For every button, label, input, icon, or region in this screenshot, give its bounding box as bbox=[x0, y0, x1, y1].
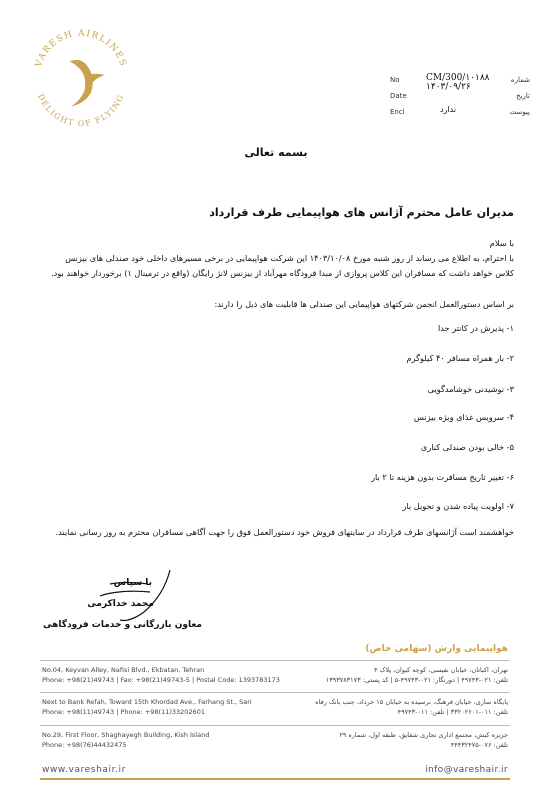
list-item: ۶- تغییر تاریخ مسافرت بدون هزینه تا ۲ بار bbox=[371, 472, 514, 482]
office-phone: Phone: +98(11)49743 | Phone: +98(11)33202601 bbox=[42, 708, 205, 716]
office-phone: تلفن: ۰۲۱-۴۹۷۴۳ | دورنگار: ۰۲۱-۴۹۷۴۳-۵ | کد پستی: ۱۳۹۳۷۸۳۱۷۳ bbox=[325, 676, 508, 684]
enclosure-value: ندارد bbox=[440, 105, 457, 114]
list-item: ۳- نوشیدنی خوشامدگویی bbox=[427, 384, 514, 394]
office-kish-en bbox=[42, 730, 282, 750]
closing-paragraph: خواهشمند است آژانسهای طرف قرارداد در سایتهای فروش خود دستورالعمل فوق را جهت آگاهی مسافران محترم به روز رسانی نمایند. bbox=[55, 527, 514, 537]
intro-line-2: کلاس خواهد داشت که مسافران این کلاس پروازی از مبدا فرودگاه مهرآباد از بیزنس لانژ رایگان (واقع در ترمینال ۱) برخوردار خواهند بود. bbox=[51, 268, 514, 278]
letter-title: مدیران عامل محترم آژانس های هواپیمایی طرف قرارداد bbox=[209, 206, 514, 219]
email-link[interactable]: info@vareshair.ir bbox=[425, 765, 508, 775]
office-address: تهران، اکباتان، خیابان نفیسی، کوچه کیوان، پلاک ۴ bbox=[374, 666, 508, 674]
bismillah-text: بسمه تعالی bbox=[244, 146, 308, 159]
logo-arc-bottom: DELIGHT OF FLYING bbox=[36, 92, 126, 129]
enclosure-label-en: Encl bbox=[390, 108, 405, 116]
office-address: جزیره کیش، مجتمع اداری تجاری شقایق، طبقه اول، شماره ۲۹ bbox=[339, 731, 508, 739]
varesh-logo bbox=[22, 18, 140, 136]
enclosure-label-fa: پیوست bbox=[509, 108, 530, 116]
office-phone: تلفن: ۰۷۶-۴۴۴۳۲۴۷۵ bbox=[450, 741, 508, 749]
office-address: پایگاه ساری، خیابان فرهنگ، نرسیده به خیابان ۱۵ خرداد، جنب بانک رفاه bbox=[315, 698, 508, 706]
office-address: No.04, Keyvan Alley, Nafisi Blvd., Ekbatan, Tehran bbox=[42, 666, 205, 674]
office-phone: تلفن: ۰۱۱-۳۳۲۰۲۶۰۱ | تلفن: ۰۱۱-۴۹۷۴۳ bbox=[397, 708, 508, 716]
footer-accent-bar bbox=[40, 778, 510, 780]
instruction: بر اساس دستورالعمل انجمن شرکتهای هواپیمایی این صندلی ها قابلیت های ذیل را دارند: bbox=[214, 299, 514, 309]
date-label-fa: تاریخ bbox=[516, 92, 530, 100]
number-value: CM/300/۱۰۱۸۸ bbox=[426, 73, 490, 83]
office-kish-fa bbox=[268, 730, 508, 750]
office-phone: Phone: +98(76)44432475 bbox=[42, 741, 127, 749]
list-item: ۱- پذیرش در کانتر جدا bbox=[437, 323, 514, 333]
logo-arc-top: VARESH AIRLINES bbox=[34, 28, 128, 69]
bismillah bbox=[0, 146, 552, 159]
date-label-en: Date bbox=[390, 92, 407, 100]
number-label-fa: شماره bbox=[510, 76, 530, 84]
signature-salutation: با سپاس bbox=[113, 578, 152, 588]
list-item: ۴- سرویس غذای ویژه بیزنس bbox=[413, 412, 514, 422]
list-item: ۵- خالی بودن صندلی کناری bbox=[420, 442, 514, 452]
footer-divider bbox=[40, 692, 510, 693]
office-sari-fa bbox=[268, 697, 508, 717]
intro-line-1: با احترام، به اطلاع می رساند از روز شنبه مورخ ۱۴۰۳/۱۰/۰۸ این شرکت هواپیمایی در برخی مسیرهای داخلی خود صندلی های بیزنس bbox=[65, 253, 514, 263]
footer-divider bbox=[40, 660, 510, 661]
greeting: با سلام bbox=[489, 238, 514, 248]
office-sari-en bbox=[42, 697, 282, 717]
list-item: ۲- بار همراه مسافر ۴۰ کیلوگرم bbox=[406, 353, 514, 363]
office-address: Next to Bank Refah, Toward 15th Khordad Ave., Farhang St., Sari bbox=[42, 698, 252, 706]
reference-block bbox=[390, 74, 530, 122]
footer-divider bbox=[40, 725, 510, 726]
date-value: ۱۴۰۳/۰۹/۲۶ bbox=[426, 82, 471, 92]
office-address: No.29, First Floor, Shaghayegh Building, Kish Island bbox=[42, 731, 210, 739]
bird-icon bbox=[69, 60, 104, 107]
website-link[interactable]: www.vareshair.ir bbox=[42, 765, 126, 775]
office-phone: Phone: +98(21)49743 | Fax: +98(21)49743-5 | Postal Code: 1393783173 bbox=[42, 676, 280, 684]
office-tehran-fa bbox=[268, 665, 508, 685]
signatory-role: معاون بازرگانی و خدمات فرودگاهی bbox=[43, 620, 202, 630]
number-label-en: No bbox=[390, 76, 400, 84]
office-tehran-en bbox=[42, 665, 282, 685]
signatory-name: محمد خداکرمی bbox=[87, 599, 154, 609]
list-item: ۷- اولویت پیاده شدن و تحویل بار bbox=[402, 501, 514, 511]
company-name-fa: هواپیمایی وارش (سهامی خاص) bbox=[365, 644, 508, 654]
